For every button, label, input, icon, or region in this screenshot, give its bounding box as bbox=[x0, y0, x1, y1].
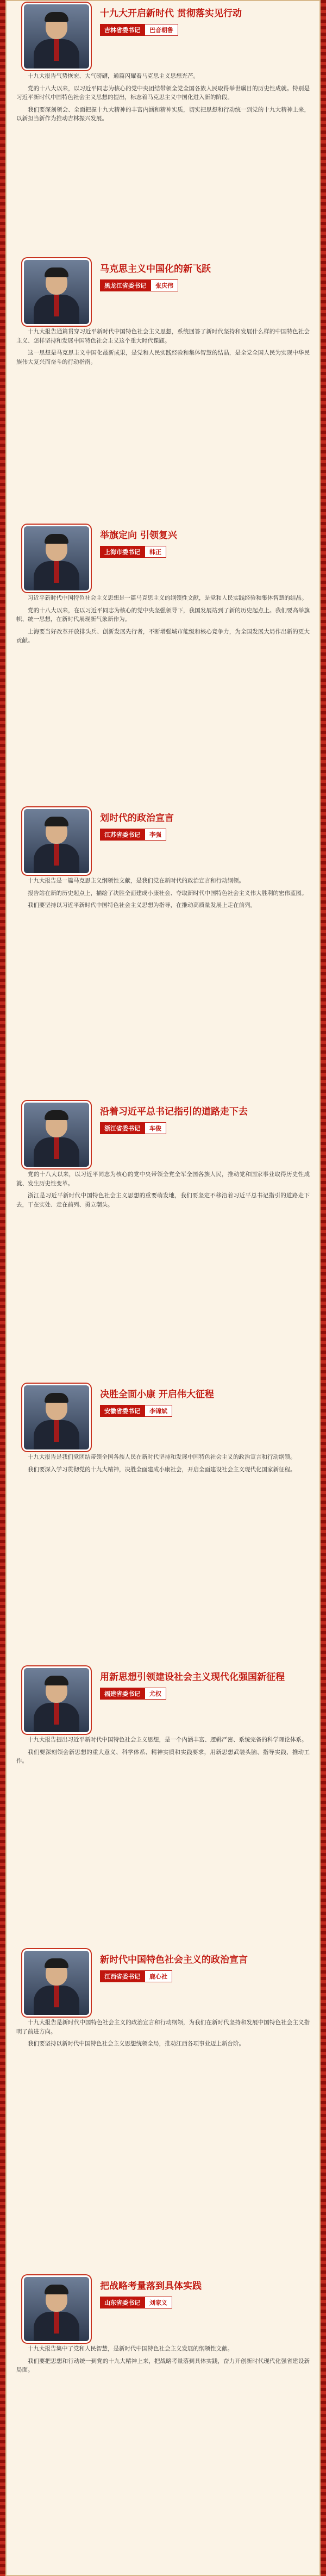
paragraph: 十九大报告通篇贯穿习近平新时代中国特色社会主义思想，系统回答了新时代坚持和发展什么样的中国特色社会主义、怎样坚持和发展中国特色社会主义这个重大时代课题。 bbox=[16, 328, 310, 344]
official-portrait bbox=[24, 809, 89, 873]
right-border-ornament bbox=[321, 0, 326, 2576]
paragraph: 党的十八大以来，以习近平同志为核心的党中央团结带领全党全国各族人民取得举世瞩目的历史性成就。特别是习近平新时代中国特色社会主义思想的提出，标志着马克思主义中国化进入新的阶段。 bbox=[16, 85, 310, 101]
official-title: 安徽省委书记 bbox=[100, 1405, 145, 1417]
content-panel bbox=[5, 0, 321, 2576]
paragraph: 十九大报告集中了党和人民智慧，是新时代中国特色社会主义发展的纲领性文献。 bbox=[28, 2345, 233, 2352]
official-badge bbox=[100, 1405, 306, 1417]
paragraph: 我们要深入学习贯彻党的十九大精神，决胜全面建成小康社会，开启全面建设社会主义现代化国家新征程。 bbox=[28, 1466, 296, 1473]
official-portrait bbox=[24, 1103, 89, 1167]
official-badge bbox=[100, 24, 306, 36]
official-name: 车俊 bbox=[145, 1122, 166, 1134]
paragraph: 十九大报告提出习近平新时代中国特色社会主义思想，是一个内涵丰富、逻辑严密、系统完备的科学理论体系。 bbox=[28, 1737, 308, 1743]
paragraph: 这一思想是马克思主义中国化最新成果，是党和人民实践经验和集体智慧的结晶，是全党全国人民为实现中华民族伟大复兴而奋斗的行动指南。 bbox=[16, 350, 310, 365]
section-2 bbox=[13, 256, 313, 370]
section-body bbox=[13, 2018, 313, 2049]
section-6 bbox=[13, 1381, 313, 1477]
paragraph: 党的十八大以来，在以习近平同志为核心的党中央坚强领导下，我国发展站到了新的历史起点上。我们要高举旗帜、统一思想，在新时代展现新气象新作为。 bbox=[16, 607, 310, 623]
headline: 新时代中国特色社会主义的政治宣言 bbox=[100, 1955, 248, 1965]
official-title: 上海市委书记 bbox=[100, 546, 145, 558]
official-portrait bbox=[24, 526, 89, 590]
official-name: 张庆伟 bbox=[151, 279, 178, 291]
section-body bbox=[13, 1735, 313, 1766]
section-body bbox=[13, 594, 313, 645]
headline: 马克思主义中国化的新飞跃 bbox=[100, 264, 211, 275]
paragraph: 我们要深刻领会、全面把握十九大精神的丰富内涵和精神实质，切实把思想和行动统一到党的十九大精神上来，以新担当新作为推动吉林振兴发展。 bbox=[16, 106, 310, 122]
headline: 十九大开启新时代 贯彻落实见行动 bbox=[100, 8, 242, 19]
official-portrait bbox=[24, 2277, 89, 2341]
section-header bbox=[13, 0, 313, 72]
official-badge bbox=[100, 1122, 306, 1134]
paragraph: 我们要坚持以新时代中国特色社会主义思想统领全局，推动江西各项事业迈上新台阶。 bbox=[28, 2040, 244, 2047]
section-3 bbox=[13, 522, 313, 649]
official-badge bbox=[100, 279, 306, 291]
section-header bbox=[13, 1381, 313, 1453]
paragraph: 十九大报告是新时代中国特色社会主义的政治宣言和行动纲领，为我们在新时代坚持和发展中国特色社会主义指明了前进方向。 bbox=[16, 2019, 310, 2035]
official-name: 鹿心社 bbox=[145, 1970, 172, 1982]
section-header bbox=[13, 805, 313, 876]
official-badge bbox=[100, 546, 306, 558]
official-title: 福建省委书记 bbox=[100, 1688, 145, 1700]
official-badge bbox=[100, 1970, 306, 1982]
official-title: 吉林省委书记 bbox=[100, 24, 145, 36]
official-name: 刘家义 bbox=[145, 2297, 172, 2309]
official-portrait bbox=[24, 1385, 89, 1449]
paragraph: 党的十八大以来，以习近平同志为核心的党中央带领全党全军全国各族人民，推动党和国家事业取得历史性成就、发生历史性变革。 bbox=[16, 1171, 310, 1187]
official-title: 浙江省委书记 bbox=[100, 1122, 145, 1134]
section-header bbox=[13, 1098, 313, 1170]
section-body bbox=[13, 2344, 313, 2375]
paragraph: 我们要深刻领会新思想的重大意义、科学体系、精神实质和实践要求，用新思想武装头脑、指导实践、推动工作。 bbox=[16, 1749, 310, 1764]
section-header bbox=[13, 256, 313, 327]
official-name: 巴音朝鲁 bbox=[145, 24, 178, 36]
section-header bbox=[13, 1946, 313, 2018]
paragraph: 十九大报告是我们党团结带领全国各族人民在新时代坚持和发展中国特色社会主义的政治宣言和行动纲领。 bbox=[28, 1454, 296, 1460]
headline: 把战略考量落到具体实践 bbox=[100, 2281, 202, 2292]
section-body bbox=[13, 1170, 313, 1209]
section-7 bbox=[13, 1664, 313, 1769]
official-name: 尤权 bbox=[145, 1688, 166, 1700]
section-header bbox=[13, 1664, 313, 1735]
section-body bbox=[13, 72, 313, 123]
headline: 举旗定向 引领复兴 bbox=[100, 530, 177, 541]
section-body bbox=[13, 327, 313, 366]
paragraph: 十九大报告是一篇马克思主义纲领性文献，是我们党在新时代的政治宣言和行动纲领。 bbox=[28, 878, 244, 884]
section-9 bbox=[13, 2273, 313, 2378]
official-portrait bbox=[24, 260, 89, 324]
official-title: 江苏省委书记 bbox=[100, 829, 145, 841]
paragraph: 浙江是习近平新时代中国特色社会主义思想的重要萌发地，我们要坚定不移沿着习近平总书记指引的道路走下去，干在实处、走在前列、勇立潮头。 bbox=[16, 1192, 310, 1208]
section-body bbox=[13, 876, 313, 910]
paragraph: 上海要当好改革开放排头兵、创新发展先行者，不断增强城市能级和核心竞争力，为全国发展大局作出新的更大贡献。 bbox=[16, 628, 310, 644]
official-portrait bbox=[24, 4, 89, 69]
official-name: 李锦斌 bbox=[145, 1405, 172, 1417]
section-body bbox=[13, 1453, 313, 1474]
headline: 决胜全面小康 开启伟大征程 bbox=[100, 1389, 214, 1400]
left-border-ornament bbox=[0, 0, 5, 2576]
paragraph: 我们要把思想和行动统一到党的十九大精神上来，把战略考量落到具体实践，奋力开创新时代现代化强省建设新局面。 bbox=[16, 2357, 310, 2373]
headline: 划时代的政治宣言 bbox=[100, 813, 174, 824]
official-badge bbox=[100, 2297, 306, 2309]
official-name: 李强 bbox=[145, 829, 166, 841]
headline: 沿着习近平总书记指引的道路走下去 bbox=[100, 1106, 248, 1117]
official-title: 黑龙江省委书记 bbox=[100, 279, 151, 291]
official-badge bbox=[100, 1688, 306, 1700]
section-header bbox=[13, 522, 313, 594]
section-8 bbox=[13, 1946, 313, 2052]
paragraph: 我们要坚持以习近平新时代中国特色社会主义思想为指导，在推动高质量发展上走在前列。 bbox=[28, 902, 256, 909]
official-portrait bbox=[24, 1951, 89, 2015]
section-4 bbox=[13, 805, 313, 913]
official-portrait bbox=[24, 1668, 89, 1732]
official-title: 江西省委书记 bbox=[100, 1970, 145, 1982]
paragraph: 报告站在新的历史起点上，描绘了决胜全面建成小康社会、夺取新时代中国特色社会主义伟大胜利的宏伟蓝图。 bbox=[28, 889, 308, 897]
paragraph: 习近平新时代中国特色社会主义思想是一篇马克思主义的纲领性文献，是党和人民实践经验和集体智慧的结晶。 bbox=[28, 595, 308, 601]
official-name: 韩正 bbox=[145, 546, 166, 558]
headline: 用新思想引领建设社会主义现代化强国新征程 bbox=[100, 1672, 285, 1683]
official-badge bbox=[100, 829, 306, 841]
section-header bbox=[13, 2273, 313, 2344]
section-5 bbox=[13, 1098, 313, 1212]
official-title: 山东省委书记 bbox=[100, 2297, 145, 2309]
paragraph: 十九大报告气势恢宏、大气磅礴，通篇闪耀着马克思主义思想光芒。 bbox=[28, 73, 199, 79]
section-1 bbox=[13, 0, 313, 127]
